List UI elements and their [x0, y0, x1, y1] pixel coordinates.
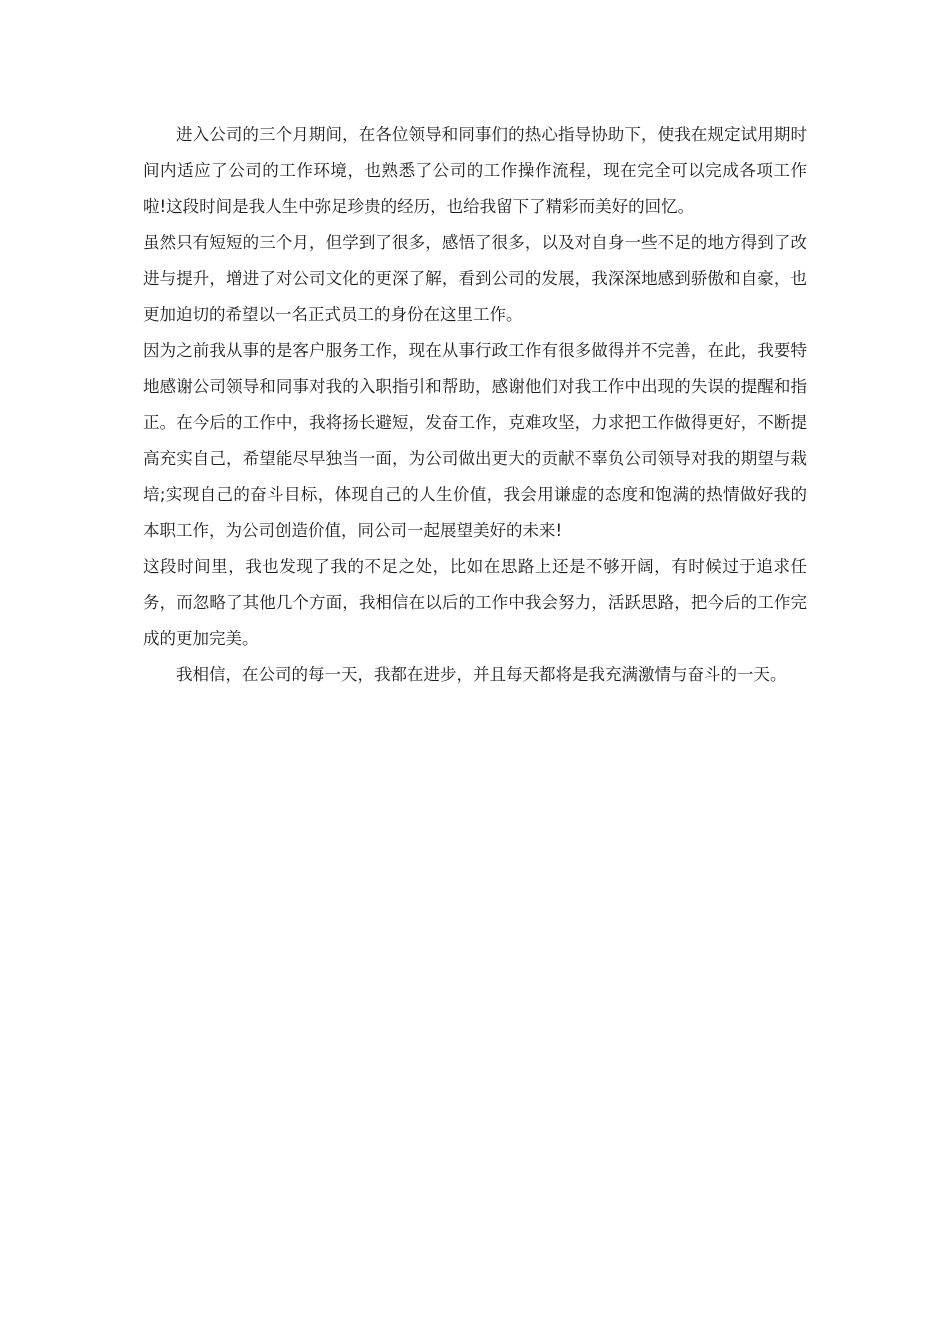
- paragraph-shortcomings: 这段时间里，我也发现了我的不足之处，比如在思路上还是不够开阔，有时候过于追求任务，而忽略了其他几个方面，我相信在以后的工作中我会努力，活跃思路，把今后的工作完成的更加完美。: [143, 557, 807, 648]
- paragraph-conclusion: 我相信，在公司的每一天，我都在进步，并且每天都将是我充满激情与奋斗的一天。: [176, 665, 787, 684]
- paragraph-intro: 进入公司的三个月期间，在各位领导和同事们的热心指导协助下，使我在规定试用期时间内适应了公司的工作环境，也熟悉了公司的工作操作流程，现在完全可以完成各项工作啦!这段时间是我人生中弥足珍贵的经历，也给我留下了精彩而美好的回忆。: [143, 125, 807, 216]
- paragraph-gratitude: 因为之前我从事的是客户服务工作，现在从事行政工作有很多做得并不完善，在此，我要特地感谢公司领导和同事对我的入职指引和帮助，感谢他们对我工作中出现的失误的提醒和指正。在今后的工作中，我将扬长避短，发奋工作，克难攻坚，力求把工作做得更好，不断提高充实自己，希望能尽早独当一面，为公司做出更大的贡献不辜负公司领导对我的期望与栽培;实现自己的奋斗目标，体现自己的人生价值，我会用谦虚的态度和饱满的热情做好我的本职工作，为公司创造价值，同公司一起展望美好的未来!: [143, 341, 807, 540]
- paragraph-learning: 虽然只有短短的三个月，但学到了很多，感悟了很多，以及对自身一些不足的地方得到了改进与提升，增进了对公司文化的更深了解，看到公司的发展，我深深地感到骄傲和自豪，也更加迫切的希望以一名正式员工的身份在这里工作。: [143, 233, 807, 324]
- document-body: [143, 117, 807, 693]
